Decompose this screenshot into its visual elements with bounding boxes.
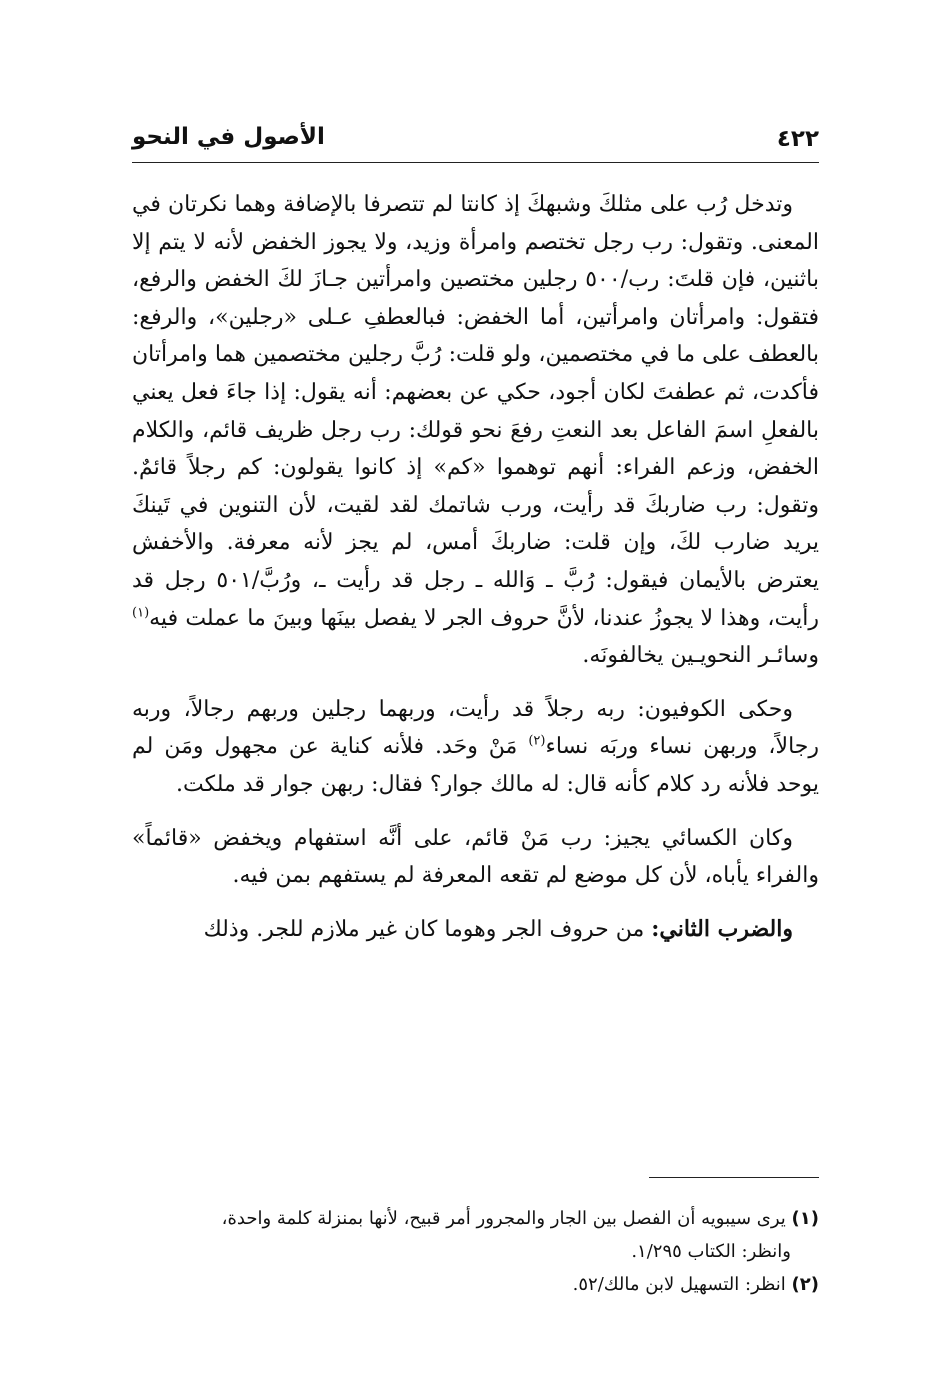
page-header [132,120,819,156]
paragraph-text: وحكى الكوفيون: ربه رجلاً قد رأيت، وربهما رجلين وربهم رجالاً، وربه رجالاً، وربهن نساء وربَه نساء [132,696,819,760]
paragraph-2 [132,691,819,804]
paragraph-tail: وسائـر النحويـين يخالفونَه. [582,643,819,669]
paragraph-4 [132,911,819,949]
footnotes [132,1202,819,1301]
footnote-continuation: وانظر: الكتاب ١/٢٩٥. [631,1241,791,1262]
paragraph-3 [132,820,819,895]
header-rule [132,162,819,163]
section-lead: والضرب الثاني: [651,915,793,942]
paragraph-text: من حروف الجر وهوما كان غير ملازم للجر. وذلك [203,916,652,942]
footnote-ref-1: (١) [132,605,150,621]
footnote-text: يرى سيبويه أن الفصل بين الجار والمجرور أمر قبيح، لأنها بمنزلة كلمة واحدة، [221,1208,786,1229]
footnote-1 [132,1202,819,1268]
footnote-number: (١) [791,1208,819,1229]
paragraph-1 [132,186,819,675]
page-number: ٤٢٢ [776,126,819,152]
footnote-2 [132,1268,819,1301]
paragraph-tail: مَنْ وحَد. فلأنه كناية عن مجهول ومَن لم يوحد فلأنه رد كلام كأنه قال: له مالك جوار؟ فقال: ربهن جوار قد ملكت. [132,734,819,797]
running-title: الأصول في النحو [132,124,325,150]
footnote-number: (٢) [791,1274,819,1295]
paragraph-text: وتدخل رُب على مثلكَ وشبهكَ إذ كانتا لم تتصرفا بالإضافة وهما نكرتان في المعنى. وتقول: رب رجل تختصم وامرأة وزيد، ولا يجوز الخفض لأنه لا يتم إلا باثنين، فإن قلتَ: رب/٥٠٠ رجلين مختصين وامرأتين جـازَ لكَ الخفض والرفع، فتقول: وامرأتان وامرأتين، أما الخفض: فبالعطفِ عـلى «رجلين»، والرفع: بالعطف على ما في مختصمين، ولو قلت: رُبَّ رجلين مختصمين هما وامرأتان فأكدت، ثم عطفتَ لكان أجود، حكي عن بعضهم: أنه يقول: إذا جاءَ فعل يعني بالفعلِ اسمَ الفاعل بعد النعتِ رفعَ نحو قولك: رب رجل ظريف قائم، والكلام الخفض، وزعم الفراء: أنهم توهموا «كم» إذ كانوا يقولون: كم رجلاً قائمٌ. وتقول: رب ضاربكَ قد رأيت، ورب شاتمك لقد لقيت، لأن التنوين في تَينكَ يريد ضارب لكَ، وإن قلت: ضاربكَ أمس، لم يجز لأنه معرفة. والأخفش يعترض بالأيمان فيقول: رُبَّ ـ وَالله ـ رجل قد رأيت ـ، ورُبَّ/٥٠١ رجل قد رأيت، وهذا لا يجوزُ عندنا، لأنَّ حروف الجر لا يفصل بينَها وبينَ ما عملت فيه [132,192,820,631]
paragraph-text: وكان الكسائي يجيز: رب مَنْ قائم، على أنَّه استفهام ويخفض «قائماً» والفراء يأباه، لأن كل موضع لم تقعه المعرفة لم يستفهم بمن فيه. [132,825,819,889]
main-text [132,186,819,948]
footnote-text: انظر: التسهيل لابن مالك/٥٢. [572,1274,786,1295]
footnote-ref-2: (٢) [528,733,546,749]
footnote-rule [649,1177,819,1178]
